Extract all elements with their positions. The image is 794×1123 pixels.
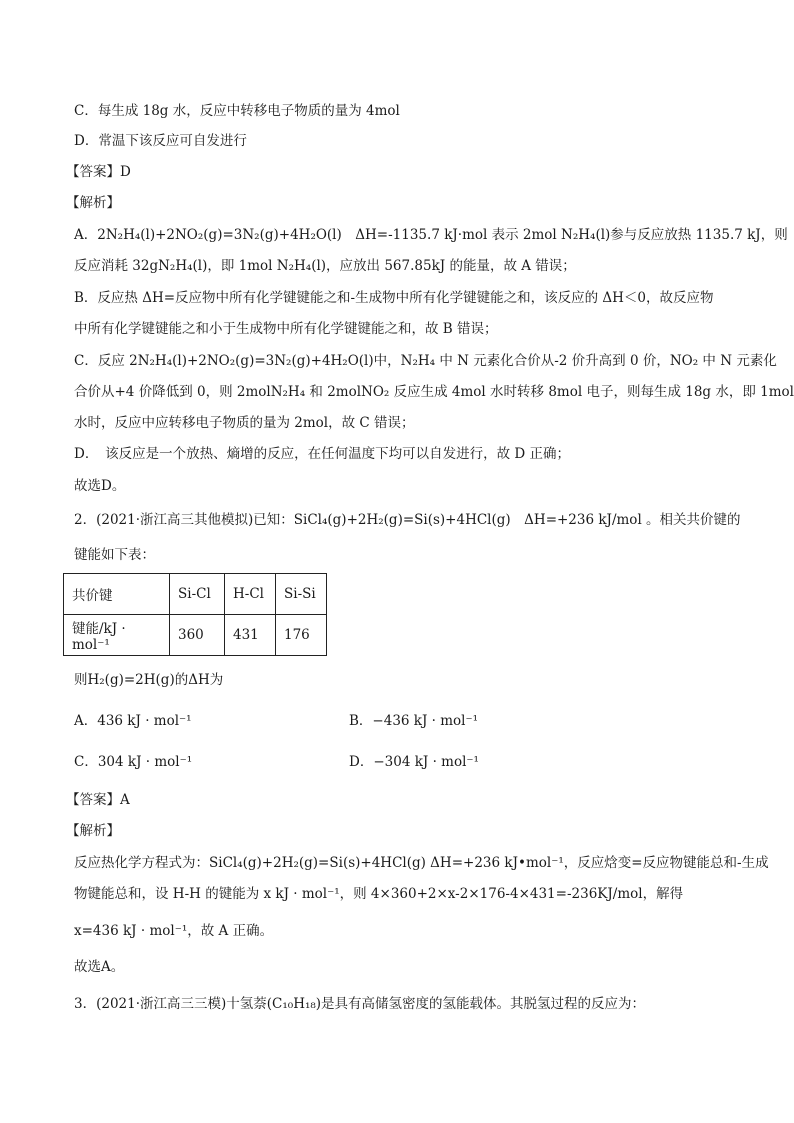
analysis-c-line-2: 合价从+4 价降低到 0，则 2molN₂H₄ 和 2molNO₂ 反应生成 4mol 水时转移 8mol 电子，则每生成 18g 水，即 1mol [74, 384, 794, 400]
solution-2-line-1: 反应热化学方程式为：SiCl₄(g)+2H₂(g)=Si(s)+4HCl(g) ΔH=+236 kJ•mol⁻¹，反应焓变=反应物键能总和-生成 [74, 855, 769, 871]
analysis-c-line-3: 水时，反应中应转移电子物质的量为 2mol，故 C 错误； [74, 415, 415, 431]
option-d-q1: D．常温下该反应可自发进行 [74, 133, 247, 149]
option-c-q2: C．304 kJ · mol⁻¹ [74, 754, 193, 770]
analysis-a-line-1: A．2N₂H₄(l)+2NO₂(g)=3N₂(g)+4H₂O(l) ΔH=-1135.7 kJ·mol 表示 2mol N₂H₄(l)参与反应放热 1135.7 kJ，则 [74, 227, 788, 243]
choose-2: 故选A。 [74, 959, 125, 975]
question-2-line-1: 2．(2021·浙江高三其他模拟)已知：SiCl₄(g)+2H₂(g)=Si(s)+4HCl(g) ΔH=+236 kJ/mol 。相关共价键的 [74, 512, 741, 528]
question-2-line-2: 键能如下表： [74, 547, 155, 563]
table-header-cell: H-Cl [225, 574, 276, 615]
table-header-cell: 共价键 [64, 574, 170, 615]
analysis-d-line-1: D． 该反应是一个放热、熵增的反应，在任何温度下均可以自发进行，故 D 正确； [74, 446, 570, 462]
table-header-cell: Si-Si [276, 574, 327, 615]
table-cell: 键能/kJ · mol⁻¹ [64, 615, 170, 656]
option-c-q1: C．每生成 18g 水，反应中转移电子物质的量为 4mol [74, 103, 400, 119]
analysis-label-2: 【解析】 [66, 823, 120, 839]
analysis-label-1: 【解析】 [66, 195, 120, 211]
option-d-q2: D．−304 kJ · mol⁻¹ [349, 754, 479, 770]
table-header-cell: Si-Cl [170, 574, 225, 615]
solution-2-line-2: 物键能总和，设 H-H 的键能为 x kJ · mol⁻¹，则 4×360+2×x-2×176-4×431=-236KJ/mol，解得 [74, 886, 684, 902]
table-cell: 431 [225, 615, 276, 656]
question-3-line-1: 3．(2021·浙江高三三模)十氢萘(C₁₀H₁₈)是具有高储氢密度的氢能载体。其脱氢过程的反应为： [74, 996, 646, 1012]
answer-label-2: 【答案】A [66, 792, 130, 808]
table-cell: 176 [276, 615, 327, 656]
solution-2-line-3: x=436 kJ · mol⁻¹，故 A 正确。 [74, 923, 274, 939]
analysis-b-line-1: B．反应热 ΔH=反应物中所有化学键键能之和-生成物中所有化学键键能之和，该反应的 ΔH＜0，故反应物 [74, 290, 714, 306]
analysis-c-line-1: C．反应 2N₂H₄(l)+2NO₂(g)=3N₂(g)+4H₂O(l)中，N₂H₄ 中 N 元素化合价从-2 价升高到 0 价，NO₂ 中 N 元素化 [74, 353, 777, 369]
option-b-q2: B．−436 kJ · mol⁻¹ [349, 713, 479, 729]
table-row [64, 615, 327, 656]
table-row [64, 574, 327, 615]
option-a-q2: A．436 kJ · mol⁻¹ [74, 713, 192, 729]
bond-energy-table [63, 573, 327, 656]
table-cell: 360 [170, 615, 225, 656]
question-2-ask: 则H₂(g)=2H(g)的ΔH为 [74, 672, 224, 688]
answer-label-1: 【答案】D [66, 164, 131, 180]
analysis-a-line-2: 反应消耗 32gN₂H₄(l)，即 1mol N₂H₄(l)，应放出 567.85kJ 的能量，故 A 错误； [74, 258, 576, 274]
analysis-b-line-2: 中所有化学键键能之和小于生成物中所有化学键键能之和，故 B 错误； [74, 321, 498, 337]
choose-1: 故选D。 [74, 478, 126, 494]
